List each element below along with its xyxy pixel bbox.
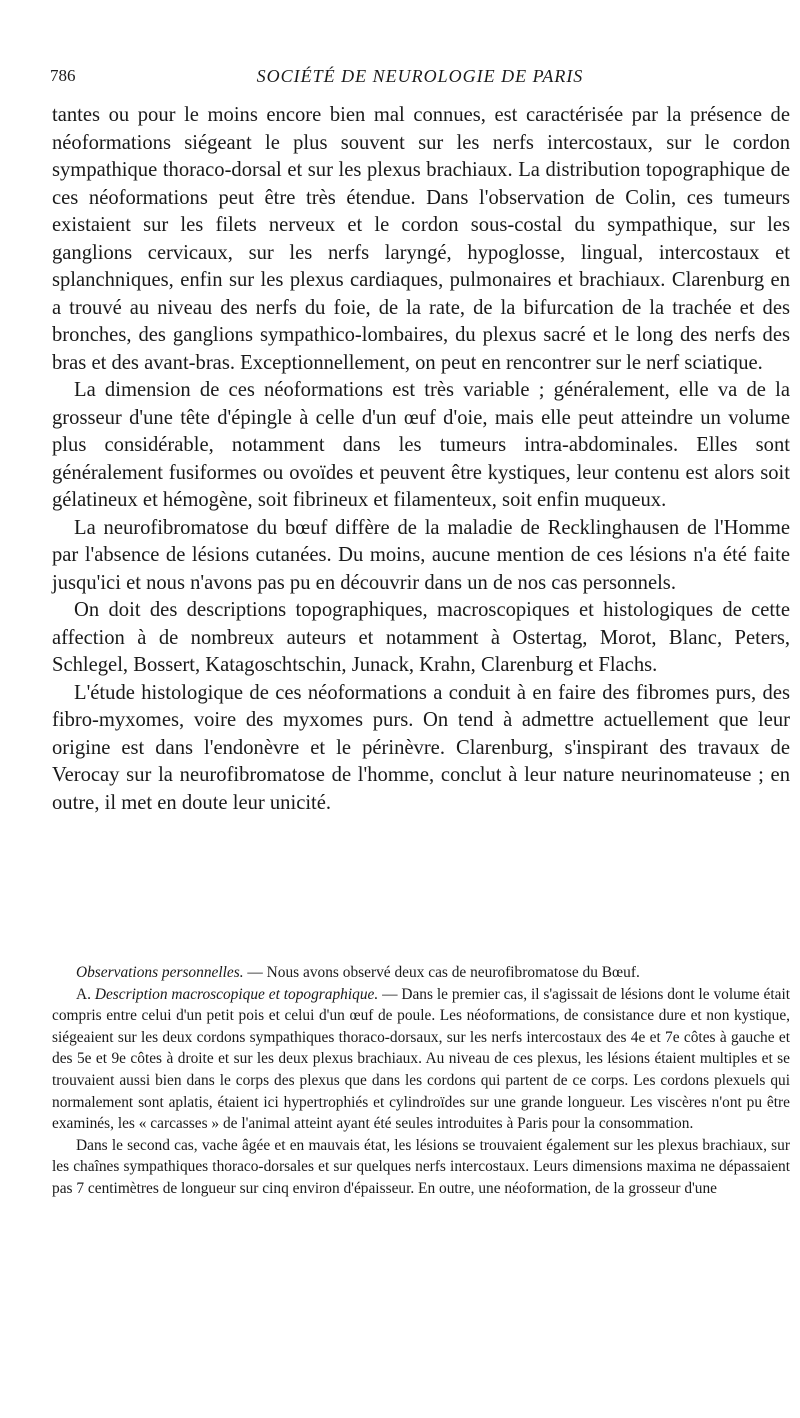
observations-paragraph xyxy=(52,962,790,984)
case-a-paragraph xyxy=(52,984,790,1135)
observations-section xyxy=(52,962,790,1200)
observations-heading: Observations personnelles. xyxy=(76,964,244,981)
case-a-heading: Description macroscopique et topographique. xyxy=(94,985,379,1003)
page-number: 786 xyxy=(50,66,76,85)
observations-text: — Nous avons observé deux cas de neurofibromatose du Bœuf. xyxy=(243,964,640,981)
case-a-text: — Dans le premier cas, il s'agissait de lésions dont le volume était compris entre celui d'un petit pois et celui d'un œuf de poule. Les néoformations, de consistance dure et non kystique, siégeaient sur les deux cordons sympathiques thoraco-dorsaux, sur les nerfs intercostaux des 4e et 7e côtes à gauche et des 5e et 9e côtes à droite et sur les deux plexus brachiaux. Au niveau de ces plexus, les lésions étaient multiples et se trouvaient aussi bien dans le corps des plexus que dans les cordons qui partent de ce corps. Les cordons plexuels qui normalement sont aplatis, étaient ici hypertrophiés et cylindroïdes sur une grande longueur. Les viscères n'ont pu être examinés, les « carcasses » de l'animal atteint ayant été seules introduites à Paris pour la consommation. xyxy=(52,985,790,1133)
main-text xyxy=(52,102,790,817)
paragraph: La dimension de ces néoformations est très variable ; généralement, elle va de la grosseur d'une tête d'épingle à celle d'un œuf d'oie, mais elle peut atteindre un volume plus considérable, notamment dans les tumeurs intra-abdominales. Elles sont généralement fusiformes ou ovoïdes et peuvent être kystiques, leur contenu est alors soit gélatineux et hémogène, soit fibrineux et filamenteux, soit enfin muqueux. xyxy=(52,379,790,511)
case-b-paragraph: Dans le second cas, vache âgée et en mauvais état, les lésions se trouvaient également sur les plexus brachiaux, sur les chaînes sympathiques thoraco-dorsales et sur quelques nerfs intercostaux. Leurs dimensions maxima ne dépassaient pas 7 centimètres de longueur sur cinq environ d'épaisseur. En outre, une néoformation, de la grosseur d'une xyxy=(52,1136,790,1197)
case-a-letter: A. xyxy=(76,985,95,1003)
paragraph: On doit des descriptions topographiques, macroscopiques et histologiques de cette affection à de nombreux auteurs et notamment à Ostertag, Morot, Blanc, Peters, Schlegel, Bossert, Katagoschtschin, Junack, Krahn, Clarenburg et Flachs. xyxy=(52,599,790,676)
paragraph: La neurofibromatose du bœuf diffère de la maladie de Recklinghausen de l'Homme par l'absence de lésions cutanées. Du moins, aucune mention de ces lésions n'a été faite jusqu'ici et nous n'avons pas pu en découvrir dans un de nos cas personnels. xyxy=(52,516,790,594)
paragraph: tantes ou pour le moins encore bien mal connues, est caractérisée par la présence de néoformations siégeant le plus souvent sur les nerfs intercostaux, sur le cordon sympathique thoraco-dorsal et sur les plexus brachiaux. La distribution topographique de ces néoformations peut être très étendue. Dans l'observation de Colin, ces tumeurs existaient sur les filets nerveux et le cordon sous-costal du sympathique, sur les ganglions cervicaux, sur les nerfs laryngé, hypoglosse, lingual, intercostaux et splanchniques, enfin sur les plexus cardiaques, pulmonaires et brachiaux. Clarenburg en a trouvé au niveau des nerfs du foie, de la rate, de la bifurcation de la trachée et des bronches, des ganglions sympathico-lombaires, du plexus sacré et le long des nerfs des bras et des avant-bras. Exceptionnellement, on peut en rencontrer sur le nerf sciatique. xyxy=(52,104,790,374)
paragraph: L'étude histologique de ces néoformations a conduit à en faire des fibromes purs, des fibro-myxomes, voire des myxomes purs. On tend à admettre actuellement que leur origine est dans l'endonèvre et le périnèvre. Clarenburg, s'inspirant des travaux de Verocay sur la neurofibromatose de l'homme, conclut à leur nature neurinomateuse ; en outre, il met en doute leur unicité. xyxy=(52,681,790,814)
page-header xyxy=(50,66,790,90)
running-title: SOCIÉTÉ DE NEUROLOGIE DE PARIS xyxy=(256,66,584,86)
